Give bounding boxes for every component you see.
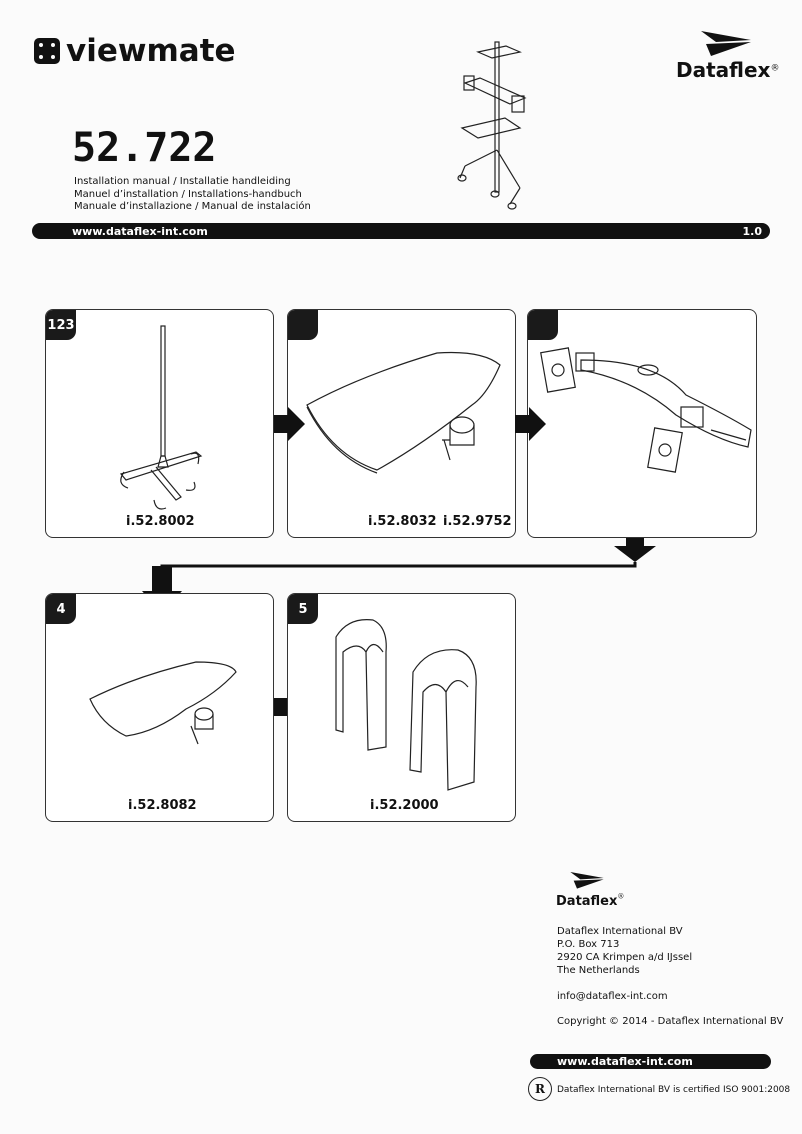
step-panel-3 <box>527 309 757 538</box>
address-line: Dataflex International BV <box>557 926 683 937</box>
arrow-right-icon <box>274 407 306 441</box>
dataflex-wordmark: Dataflex <box>676 58 771 82</box>
iso-certification-icon <box>528 1077 552 1101</box>
header-bar <box>32 223 770 239</box>
part-code: i.52.2000 <box>370 798 439 813</box>
dataflex-wordmark: Dataflex <box>556 894 618 909</box>
footer-dataflex-logo <box>552 870 625 913</box>
part-code: i.52.8002 <box>126 514 195 529</box>
copyright: Copyright © 2014 - Dataflex International BV <box>557 1016 784 1027</box>
subtitle-line: Manuale d’installazione / Manual de instalación <box>74 201 311 212</box>
subtitle-line: Manuel d’installation / Installations-handbuch <box>74 188 302 200</box>
step-panel-2 <box>287 309 516 538</box>
step-panel-4 <box>45 593 274 822</box>
website-link[interactable]: www.dataflex-int.com <box>72 224 208 238</box>
address-line: 2920 CA Krimpen a/d IJssel <box>557 952 693 963</box>
cable-cover-illustration <box>328 612 493 797</box>
part-code: i.52.8032 <box>368 514 437 529</box>
shelf-illustration <box>302 345 507 475</box>
address-line: P.O. Box 713 <box>557 939 620 950</box>
email-link[interactable]: info@dataflex-int.com <box>557 991 668 1002</box>
model-number: 52.722 <box>72 125 217 171</box>
company-address <box>557 925 783 1028</box>
step-panel-5 <box>287 593 516 822</box>
footer-bar <box>530 1054 771 1069</box>
step-number: 5 <box>288 594 318 624</box>
viewmate-logo <box>34 33 236 69</box>
dataflex-swoosh-icon <box>567 870 607 890</box>
viewmate-logo-icon <box>34 38 60 64</box>
address-line: The Netherlands <box>557 965 640 976</box>
product-illustration <box>450 38 540 213</box>
keyboard-shelf-illustration <box>86 654 241 749</box>
subtitle-line: Installation manual / Installatie handleiding <box>74 176 291 187</box>
iso-badge-letter: R <box>535 1082 545 1096</box>
dataflex-swoosh-icon <box>696 28 756 58</box>
registered-mark: ® <box>770 63 780 74</box>
arrow-right-icon <box>515 407 547 441</box>
step-number: 123 <box>46 310 76 340</box>
dual-monitor-arm-illustration <box>536 335 756 480</box>
manual-subtitle <box>74 176 311 214</box>
brand-name: viewmate <box>66 33 236 69</box>
registered-mark: ® <box>617 892 625 901</box>
step-number: 4 <box>46 594 76 624</box>
stand-base-illustration <box>106 322 216 512</box>
step-panel-1 <box>45 309 274 538</box>
iso-certification-text: Dataflex International BV is certified ISO 9001:2008 <box>557 1085 791 1095</box>
dataflex-logo <box>676 28 780 86</box>
part-code-2: i.52.9752 <box>443 514 512 529</box>
version-label: 1.0 <box>742 224 762 238</box>
footer-website-link[interactable]: www.dataflex-int.com <box>557 1055 693 1068</box>
step-number <box>288 310 318 340</box>
part-code: i.52.8082 <box>128 798 197 813</box>
